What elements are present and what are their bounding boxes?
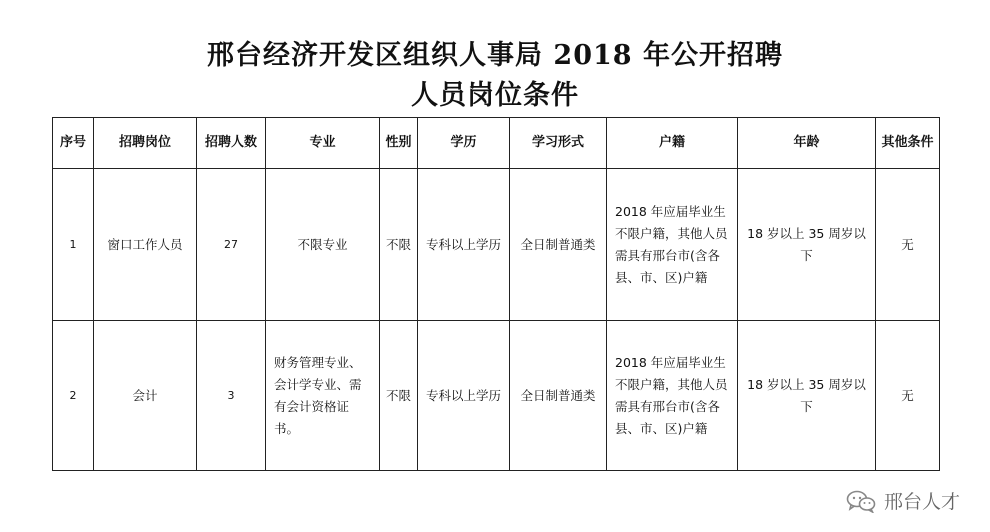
header-no: 序号 <box>53 118 94 169</box>
cell-other: 无 <box>876 169 940 321</box>
cell-age: 18 岁以上 35 周岁以下 <box>738 169 876 321</box>
cell-study-form: 全日制普通类 <box>510 321 607 471</box>
header-study-form: 学习形式 <box>510 118 607 169</box>
cell-position: 会计 <box>94 321 197 471</box>
header-other: 其他条件 <box>876 118 940 169</box>
cell-other: 无 <box>876 321 940 471</box>
cell-position: 窗口工作人员 <box>94 169 197 321</box>
table-row <box>53 321 940 471</box>
header-residence: 户籍 <box>607 118 738 169</box>
cell-age: 18 岁以上 35 周岁以下 <box>738 321 876 471</box>
header-count: 招聘人数 <box>197 118 266 169</box>
header-major: 专业 <box>266 118 380 169</box>
table-header-row <box>53 118 940 169</box>
page-subtitle: 人员岗位条件 <box>411 80 579 111</box>
cell-education: 专科以上学历 <box>418 321 510 471</box>
cell-major: 不限专业 <box>266 169 380 321</box>
header-position: 招聘岗位 <box>94 118 197 169</box>
page-title: 邢台经济开发区组织人事局 2018 年公开招聘 <box>207 40 783 71</box>
cell-no: 1 <box>53 169 94 321</box>
watermark <box>846 487 960 514</box>
cell-no: 2 <box>53 321 94 471</box>
wechat-icon <box>846 489 876 513</box>
cell-gender: 不限 <box>380 321 418 471</box>
table-row <box>53 169 940 321</box>
cell-residence: 2018 年应届毕业生不限户籍，其他人员需具有邢台市(含各县、市、区)户籍 <box>607 321 738 471</box>
cell-major: 财务管理专业、会计学专业、需有会计资格证书。 <box>266 321 380 471</box>
cell-study-form: 全日制普通类 <box>510 169 607 321</box>
header-gender: 性别 <box>380 118 418 169</box>
header-education: 学历 <box>418 118 510 169</box>
cell-count: 27 <box>197 169 266 321</box>
watermark-text: 邢台人才 <box>883 491 960 513</box>
cell-count: 3 <box>197 321 266 471</box>
recruitment-table <box>52 117 940 471</box>
header-age: 年龄 <box>738 118 876 169</box>
cell-residence: 2018 年应届毕业生不限户籍，其他人员需具有邢台市(含各县、市、区)户籍 <box>607 169 738 321</box>
cell-gender: 不限 <box>380 169 418 321</box>
cell-education: 专科以上学历 <box>418 169 510 321</box>
